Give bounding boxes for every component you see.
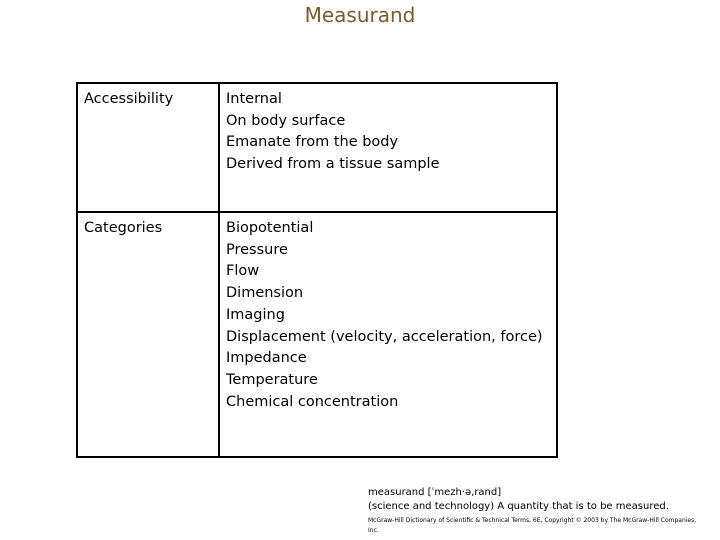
accessibility-list (219, 83, 557, 212)
page-title: Measurand (304, 3, 416, 27)
list-item: Impedance (226, 350, 307, 367)
list-item: Derived from a tissue sample (226, 156, 440, 173)
footnote-source: McGraw-Hill Dictionary of Scientific & Technical Terms, 6E, Copyright © 2003 by The McGraw-Hill Companies, Inc. (368, 517, 697, 534)
measurand-table (76, 82, 558, 458)
list-item: Biopotential (226, 220, 314, 236)
list-item: Dimension (226, 285, 304, 302)
footnote-definition: (science and technology) A quantity that is to be measured. (368, 501, 669, 512)
list-item: Temperature (226, 371, 318, 388)
list-item: Emanate from the body (226, 134, 399, 151)
row-label-accessibility: Accessibility (77, 83, 219, 212)
list-item: Chemical concentration (226, 393, 399, 410)
table-row-categories (77, 212, 557, 457)
footnote-pronunciation: measurand [ˈmezh·ə‚rand] (368, 487, 502, 498)
row-label-categories: Categories (77, 212, 219, 457)
list-item: Pressure (226, 241, 288, 258)
table-row-accessibility (77, 83, 557, 212)
list-item: Imaging (226, 306, 285, 323)
dictionary-footnote (368, 486, 698, 536)
categories-list (219, 212, 557, 457)
list-item: Flow (226, 263, 260, 280)
list-item: Displacement (velocity, acceleration, force) (226, 328, 543, 345)
list-item: On body surface (226, 112, 346, 129)
list-item: Internal (226, 91, 282, 107)
